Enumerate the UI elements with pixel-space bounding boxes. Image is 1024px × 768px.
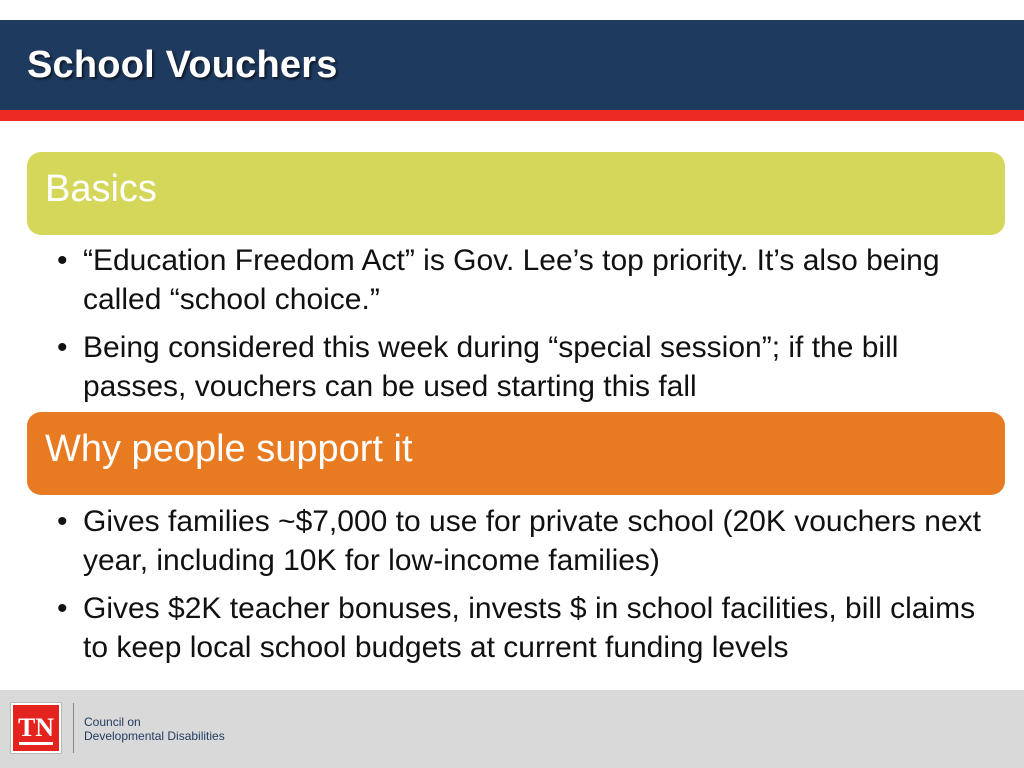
tennessee-logo-icon <box>11 703 61 753</box>
logo-divider <box>73 703 74 753</box>
org-name-line-2: Developmental Disabilities <box>84 729 225 743</box>
basics-bullet-list <box>57 241 997 415</box>
slide-title: School Vouchers <box>27 44 338 86</box>
title-divider <box>0 110 1024 121</box>
list-item <box>57 328 997 406</box>
list-item <box>57 502 997 580</box>
top-strip <box>0 0 1024 20</box>
org-name-line-1: Council on <box>84 715 141 729</box>
organization-name <box>84 715 284 743</box>
logo-stripe <box>19 742 53 745</box>
section-header-why-support <box>27 412 1005 495</box>
section-header-label: Basics <box>45 168 157 210</box>
title-bar <box>0 20 1024 110</box>
logo-text: TN <box>17 713 55 742</box>
bullet-text: “Education Freedom Act” is Gov. Lee’s top priority. It’s also being called “school choice.” <box>83 244 940 316</box>
list-item <box>57 241 997 319</box>
bullet-text: Being considered this week during “special session”; if the bill passes, vouchers can be used starting this fall <box>83 331 899 403</box>
list-item <box>57 589 997 667</box>
section-header-label: Why people support it <box>45 428 413 470</box>
bullet-text: Gives $2K teacher bonuses, invests $ in school facilities, bill claims to keep local school budgets at current funding levels <box>83 592 976 664</box>
bullet-dot-icon: • <box>57 331 68 364</box>
bullet-dot-icon: • <box>57 592 68 625</box>
section-header-basics <box>27 152 1005 235</box>
bullet-dot-icon: • <box>57 505 68 538</box>
support-bullet-list <box>57 502 997 676</box>
bullet-dot-icon: • <box>57 244 68 277</box>
bullet-text: Gives families ~$7,000 to use for private school (20K vouchers next year, including 10K for low-income families) <box>83 505 981 577</box>
